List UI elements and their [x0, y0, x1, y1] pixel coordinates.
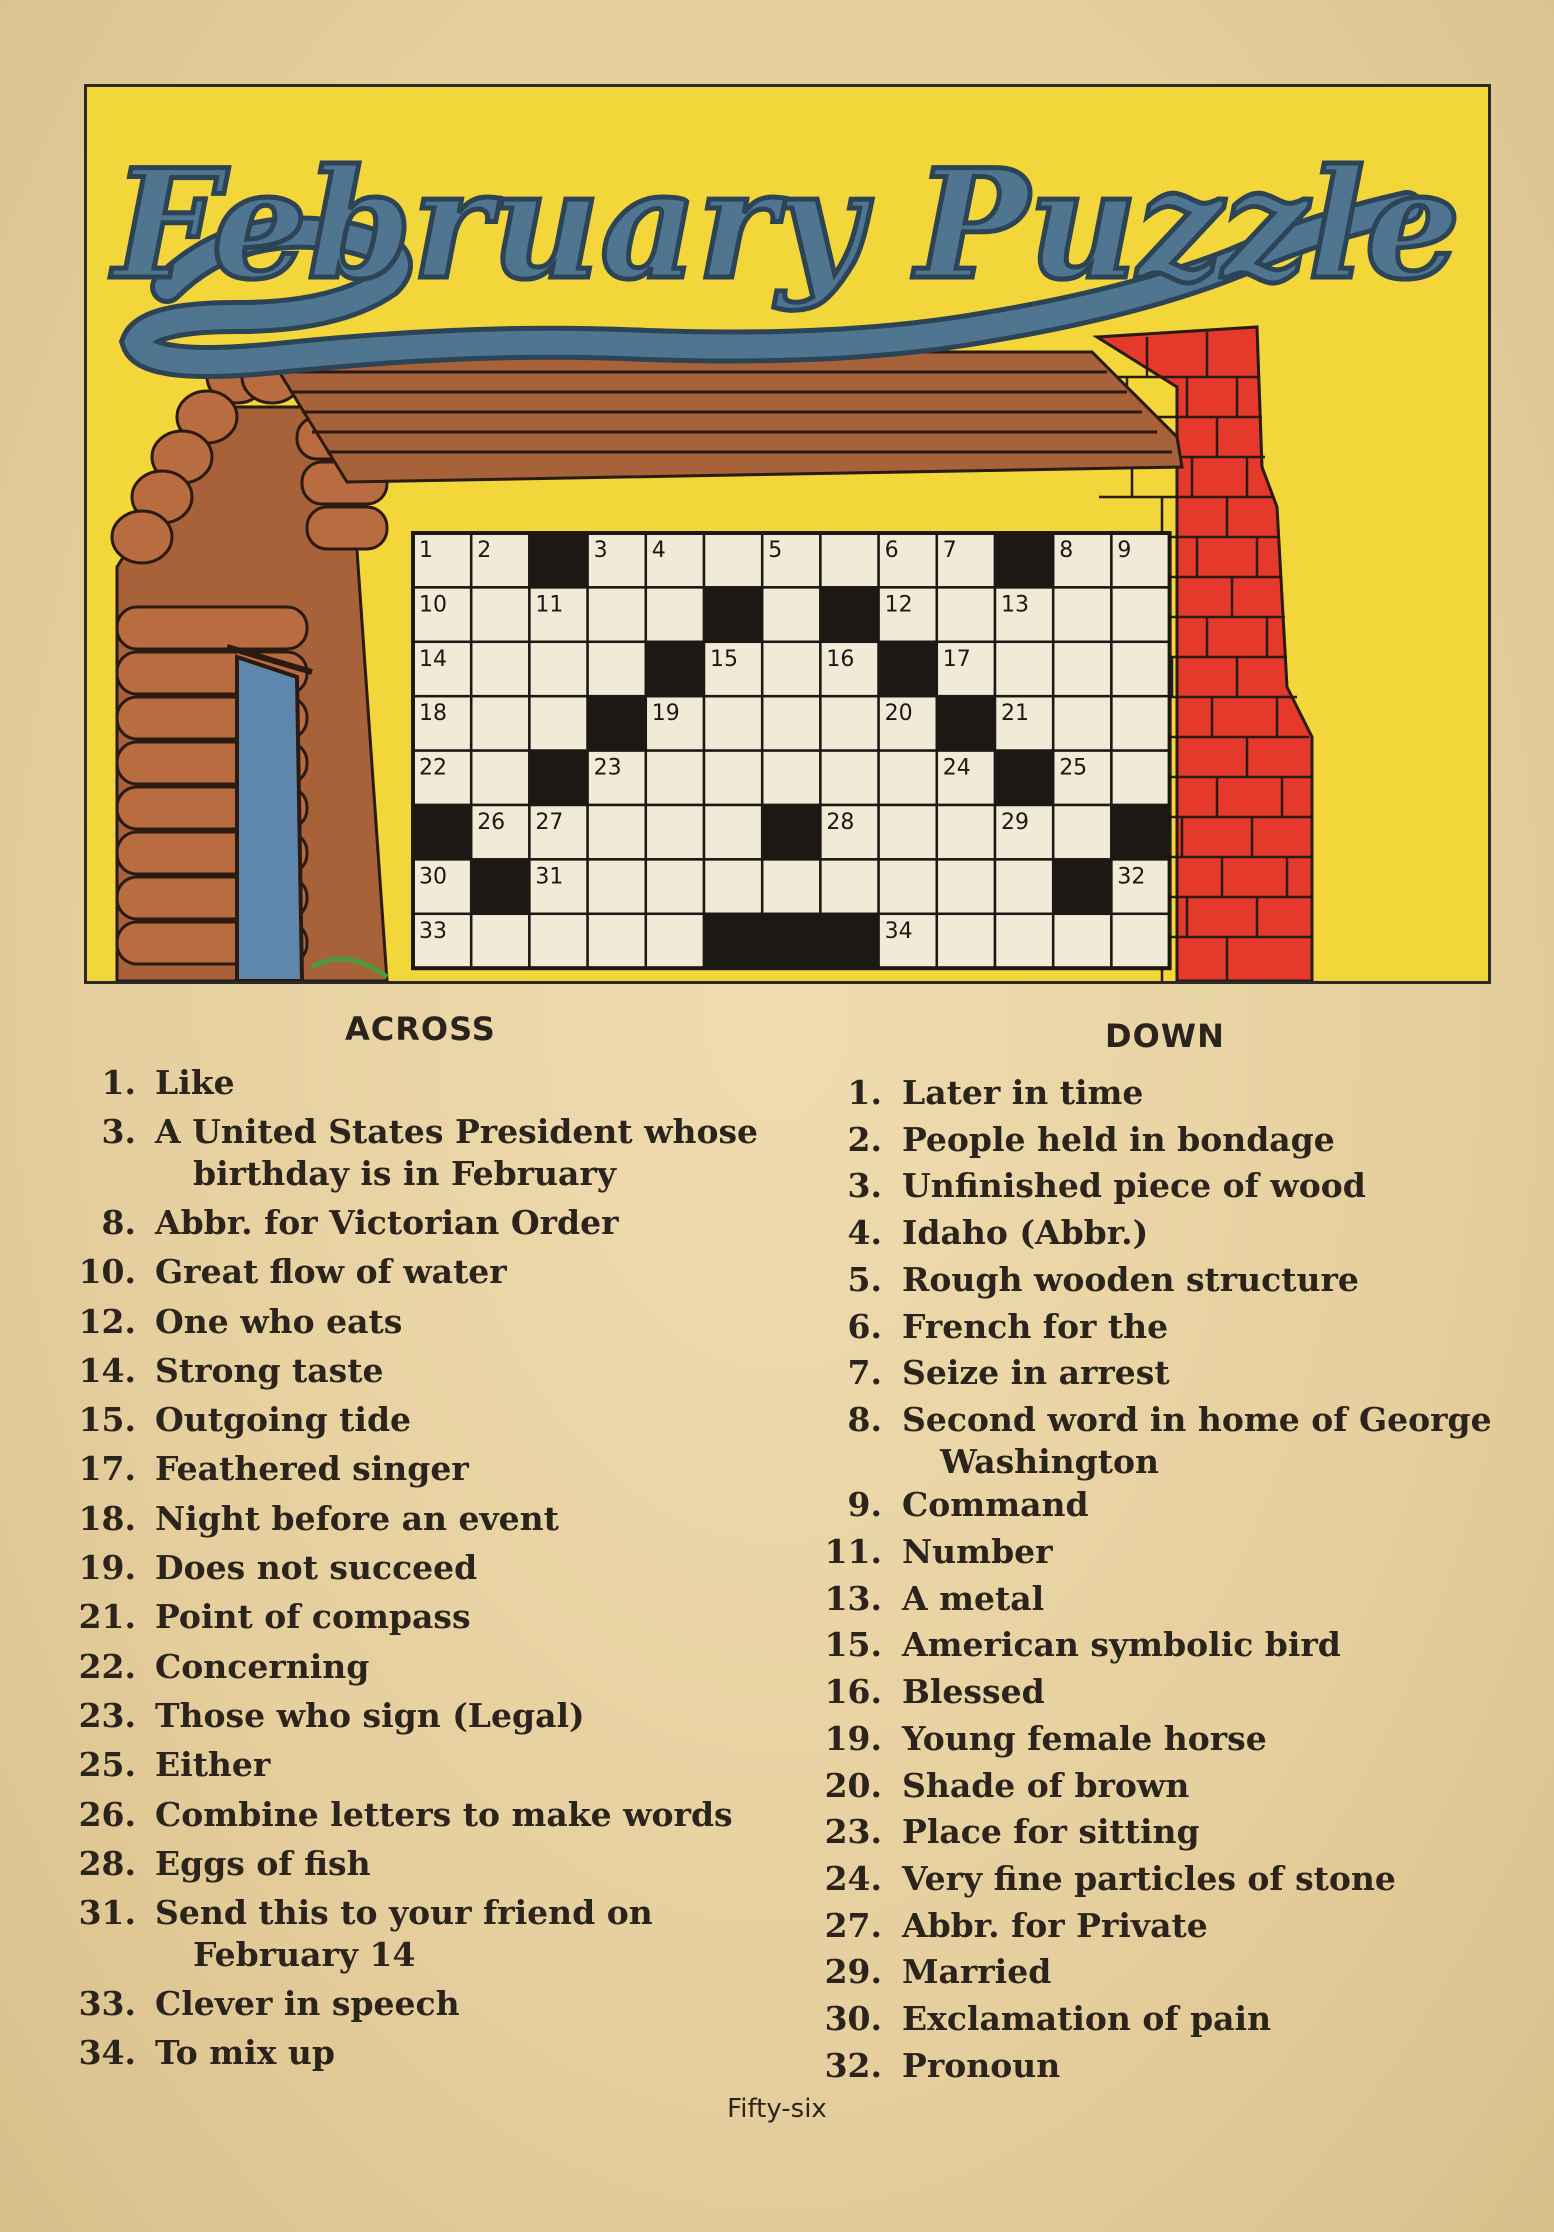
- cell-number: 2: [477, 538, 492, 563]
- clue-text: Night before an event: [155, 1498, 559, 1538]
- grid-block: [820, 914, 878, 968]
- clue-number: 3.: [847, 1166, 882, 1206]
- cell-number: 28: [826, 810, 855, 835]
- grid-cell[interactable]: [820, 696, 878, 750]
- cell-number: 14: [419, 646, 447, 672]
- clue-number: 6.: [847, 1306, 882, 1346]
- grid-block: [995, 533, 1053, 587]
- clue-number: 1.: [101, 1063, 136, 1102]
- clue-number: 23.: [78, 1695, 136, 1735]
- cell-number: 9: [1117, 538, 1132, 563]
- grid-cell[interactable]: [588, 914, 646, 968]
- grid-cell[interactable]: [879, 859, 937, 913]
- grid-block: [413, 805, 471, 859]
- clue-text: Strong taste: [155, 1350, 384, 1390]
- clue-text: Command: [902, 1485, 1089, 1525]
- clue-number: 20.: [824, 1765, 882, 1805]
- grid-block: [937, 696, 995, 750]
- cell-number: 30: [419, 864, 447, 890]
- clue-text: Very fine particles of stone: [902, 1858, 1396, 1898]
- grid-cell[interactable]: [1053, 805, 1111, 859]
- clue-number: 12.: [78, 1301, 136, 1341]
- clue-number: 32.: [824, 2045, 882, 2085]
- puzzle-title: February Puzzle: [113, 137, 1461, 313]
- grid-block: [704, 587, 762, 641]
- clue-number: 33.: [78, 1983, 136, 2023]
- grid-cell[interactable]: [704, 751, 762, 805]
- clue-text: Married: [902, 1952, 1052, 1992]
- grid-cell[interactable]: [995, 859, 1053, 913]
- clue-text: Combine letters to make words: [155, 1794, 733, 1834]
- grid-cell[interactable]: [646, 914, 704, 968]
- grid-cell[interactable]: [820, 859, 878, 913]
- cell-number: 24: [942, 755, 971, 781]
- grid-cell[interactable]: [995, 914, 1053, 968]
- clue-number: 26.: [78, 1794, 136, 1834]
- grid-cell[interactable]: [529, 914, 587, 968]
- grid-cell[interactable]: [762, 642, 820, 696]
- grid-block: [879, 642, 937, 696]
- clue-text: Feathered singer: [155, 1449, 469, 1489]
- cell-number: 29: [1001, 810, 1029, 835]
- grid-cell[interactable]: [588, 805, 646, 859]
- grid-block: [995, 751, 1053, 805]
- cell-number: 34: [884, 918, 913, 944]
- grid-cell[interactable]: [762, 859, 820, 913]
- grid-cell[interactable]: [704, 696, 762, 750]
- clue-text-continued: Washington: [940, 1441, 1159, 1481]
- clue-text: Pronoun: [902, 2045, 1061, 2085]
- clue-number: 8.: [847, 1399, 882, 1439]
- grid-cell[interactable]: [471, 696, 529, 750]
- cell-number: 13: [1001, 592, 1029, 618]
- clue-number: 18.: [78, 1498, 136, 1538]
- clue-text: Send this to your friend on: [155, 1893, 653, 1933]
- grid-cell[interactable]: [529, 642, 587, 696]
- clue-text: Great flow of water: [155, 1252, 507, 1292]
- clue-text: Abbr. for Victorian Order: [155, 1202, 619, 1242]
- grid-cell[interactable]: [937, 859, 995, 913]
- cell-number: 17: [942, 646, 971, 672]
- clue-text: Exclamation of pain: [902, 1999, 1272, 2038]
- grid-block: [820, 587, 878, 641]
- clue-number: 25.: [78, 1745, 136, 1785]
- clue-number: 19.: [824, 1718, 882, 1758]
- cell-number: 5: [768, 538, 783, 563]
- grid-cell[interactable]: [471, 751, 529, 805]
- clue-text: Does not succeed: [155, 1548, 478, 1587]
- clue-text-continued: February 14: [193, 1935, 416, 1975]
- clue-number: 4.: [847, 1213, 882, 1253]
- cell-number: 11: [535, 592, 564, 618]
- clue-text: Eggs of fish: [155, 1843, 371, 1883]
- grid-cell[interactable]: [588, 642, 646, 696]
- cell-number: 20: [884, 701, 913, 727]
- clue-text: Seize in arrest: [902, 1353, 1170, 1393]
- grid-cell[interactable]: [1053, 587, 1111, 641]
- grid-cell[interactable]: [995, 642, 1053, 696]
- cell-number: 32: [1117, 864, 1146, 890]
- grid-cell[interactable]: [762, 696, 820, 750]
- clue-number: 7.: [847, 1353, 882, 1393]
- clue-text: Place for sitting: [902, 1812, 1200, 1852]
- clue-number: 28.: [78, 1843, 136, 1883]
- grid-cell[interactable]: [588, 859, 646, 913]
- clue-text: Shade of brown: [902, 1765, 1190, 1805]
- down-heading: DOWN: [1105, 1017, 1225, 1055]
- clue-number: 5.: [847, 1259, 882, 1299]
- clue-number: 31.: [78, 1893, 136, 1933]
- clue-number: 24.: [824, 1858, 882, 1898]
- grid-block: [1111, 805, 1169, 859]
- grid-block: [704, 914, 762, 968]
- clue-text: One who eats: [155, 1301, 403, 1341]
- grid-cell[interactable]: [529, 696, 587, 750]
- clue-text: Like: [155, 1063, 235, 1102]
- grid-cell[interactable]: [471, 914, 529, 968]
- clue-number: 23.: [824, 1812, 882, 1852]
- grid-cell[interactable]: [879, 805, 937, 859]
- clue-text: Unfinished piece of wood: [902, 1166, 1366, 1206]
- grid-cell[interactable]: [937, 805, 995, 859]
- clue-number: 14.: [78, 1350, 136, 1390]
- grid-cell[interactable]: [1111, 751, 1169, 805]
- cell-number: 19: [651, 701, 680, 727]
- clue-number: 27.: [824, 1905, 882, 1945]
- cell-number: 18: [419, 701, 447, 727]
- clue-number: 3.: [101, 1112, 136, 1152]
- cell-number: 8: [1059, 538, 1074, 563]
- clue-text: Later in time: [902, 1073, 1144, 1112]
- grid-cell[interactable]: [704, 533, 762, 587]
- cell-number: 31: [535, 864, 564, 890]
- grid-cell[interactable]: [471, 642, 529, 696]
- grid-cell[interactable]: [879, 751, 937, 805]
- clue-text-continued: birthday is in February: [193, 1154, 616, 1194]
- cell-number: 3: [593, 538, 608, 563]
- clue-number: 9.: [847, 1485, 882, 1525]
- clue-text: A metal: [902, 1578, 1045, 1618]
- grid-cell[interactable]: [704, 805, 762, 859]
- clue-text: To mix up: [155, 2033, 335, 2072]
- cell-number: 33: [419, 918, 447, 944]
- cell-number: 25: [1059, 755, 1088, 781]
- grid-block: [762, 805, 820, 859]
- grid-cell[interactable]: [1111, 642, 1169, 696]
- clue-text: Clever in speech: [155, 1983, 460, 2023]
- grid-cell[interactable]: [1111, 587, 1169, 641]
- grid-cell[interactable]: [820, 751, 878, 805]
- grid-cell[interactable]: [471, 587, 529, 641]
- grid-cell[interactable]: [762, 587, 820, 641]
- clue-text: American symbolic bird: [902, 1625, 1341, 1665]
- cell-number: 4: [651, 538, 666, 563]
- grid-cell[interactable]: [1111, 696, 1169, 750]
- cell-number: 22: [419, 755, 447, 781]
- clue-number: 11.: [824, 1532, 882, 1571]
- clue-number: 21.: [78, 1597, 136, 1637]
- clue-text: Those who sign (Legal): [155, 1695, 585, 1735]
- crossword-grid: [87, 87, 1488, 981]
- clue-text: Idaho (Abbr.): [902, 1213, 1149, 1253]
- cell-number: 15: [710, 646, 738, 672]
- clue-text: Young female horse: [902, 1718, 1267, 1758]
- clue-text: Rough wooden structure: [902, 1259, 1359, 1299]
- clue-text: Blessed: [902, 1672, 1045, 1712]
- clue-number: 10.: [78, 1252, 136, 1292]
- grid-cell[interactable]: [937, 587, 995, 641]
- clue-number: 19.: [78, 1548, 136, 1587]
- grid-block: [471, 859, 529, 913]
- grid-block: [588, 696, 646, 750]
- cell-number: 7: [942, 538, 957, 563]
- clue-number: 1.: [847, 1073, 882, 1112]
- grid-cell[interactable]: [1053, 642, 1111, 696]
- illustration-panel: [84, 84, 1491, 984]
- grid-cell[interactable]: [646, 805, 704, 859]
- clue-number: 13.: [824, 1578, 882, 1618]
- clue-text: Either: [155, 1745, 271, 1785]
- cell-number: 23: [593, 755, 622, 781]
- clue-text: Number: [902, 1532, 1053, 1571]
- clue-number: 15.: [824, 1625, 882, 1665]
- grid-cell[interactable]: [937, 914, 995, 968]
- grid-block: [762, 914, 820, 968]
- grid-cell[interactable]: [762, 751, 820, 805]
- clue-text: A United States President whose: [155, 1112, 759, 1152]
- grid-cell[interactable]: [646, 751, 704, 805]
- clue-number: 17.: [78, 1449, 136, 1489]
- clue-number: 30.: [824, 1999, 882, 2038]
- page-number: Fifty-six: [727, 2094, 827, 2124]
- grid-cell[interactable]: [646, 859, 704, 913]
- clue-number: 29.: [824, 1952, 882, 1992]
- cell-number: 21: [1001, 701, 1029, 727]
- clue-number: 22.: [78, 1646, 136, 1686]
- grid-block: [1053, 859, 1111, 913]
- cell-number: 16: [826, 646, 855, 672]
- cell-number: 26: [477, 810, 506, 835]
- clue-text: Abbr. for Private: [902, 1905, 1208, 1945]
- cell-number: 6: [884, 538, 899, 563]
- grid-cell[interactable]: [704, 859, 762, 913]
- grid-cell[interactable]: [1111, 914, 1169, 968]
- cell-number: 10: [419, 592, 447, 618]
- grid-cell[interactable]: [1053, 696, 1111, 750]
- grid-block: [529, 533, 587, 587]
- grid-cell[interactable]: [820, 533, 878, 587]
- cell-number: 27: [535, 810, 564, 835]
- clue-text: Point of compass: [155, 1597, 471, 1637]
- clue-number: 34.: [78, 2033, 136, 2072]
- clue-text: Concerning: [155, 1646, 370, 1686]
- grid-cell[interactable]: [1053, 914, 1111, 968]
- grid-block: [646, 642, 704, 696]
- clue-text: People held in bondage: [902, 1119, 1335, 1159]
- clue-number: 8.: [101, 1202, 136, 1242]
- clue-text: Second word in home of George: [902, 1399, 1492, 1439]
- grid-block: [529, 751, 587, 805]
- clue-number: 16.: [824, 1672, 882, 1712]
- across-heading: ACROSS: [345, 1010, 496, 1048]
- grid-cell[interactable]: [588, 587, 646, 641]
- clue-number: 15.: [78, 1400, 136, 1440]
- clue-text: Outgoing tide: [155, 1400, 412, 1440]
- grid-cell[interactable]: [646, 587, 704, 641]
- clue-text: French for the: [902, 1306, 1169, 1346]
- cell-number: 12: [884, 592, 913, 618]
- clue-number: 2.: [847, 1119, 882, 1159]
- cell-number: 1: [419, 538, 433, 563]
